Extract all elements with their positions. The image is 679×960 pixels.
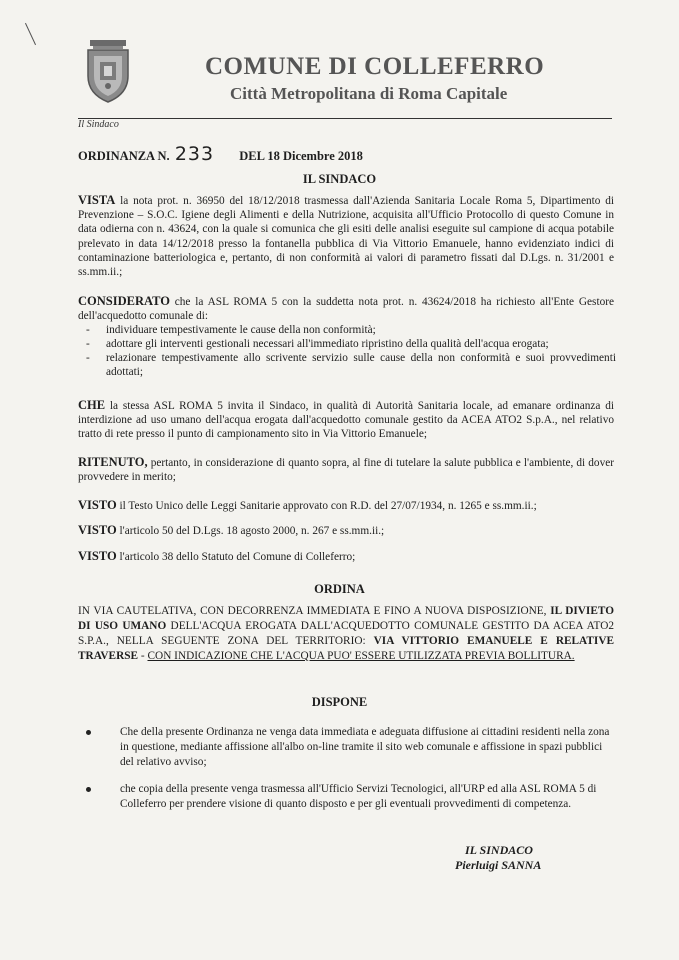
list-item: - individuare tempestivamente le cause della non conformità; <box>86 324 376 336</box>
premise-text: l'articolo 38 dello Statuto del Comune di Colleferro; <box>119 551 356 563</box>
premise-visto-1 <box>78 498 614 513</box>
list-item: Che della presente Ordinanza ne venga data immediata e adeguata diffusione ai cittadini residenti nella zona in questione, mediante affissione all'albo on-line tramite il sito web comunale e affissione in spazi pubblici del relativo avviso; <box>86 725 616 770</box>
signature-name: Pierluigi SANNA <box>455 858 542 872</box>
ordinance-date: DEL 18 Dicembre 2018 <box>239 149 363 163</box>
municipality-subtitle: Città Metropolitana di Roma Capitale <box>230 84 508 103</box>
premise-vista <box>78 193 614 279</box>
list-item: - adottare gli interventi gestionali necessari all'immediato ripristino della qualità dell'acqua erogata; <box>86 338 549 350</box>
premise-visto-3 <box>78 549 614 564</box>
ordinance-line <box>78 143 363 165</box>
dispone-list <box>86 725 616 812</box>
premise-text: che la ASL ROMA 5 con la suddetta nota prot. n. 43624/2018 ha richiesto all'Ente Gestore dell'acquedotto comunale di: <box>78 296 615 323</box>
issuer-heading: IL SINDACO <box>302 172 377 186</box>
premise-text: l'articolo 50 del D.Lgs. 18 agosto 2000, n. 267 e ss.mm.ii.; <box>119 525 385 537</box>
premise-ritenuto <box>78 455 614 484</box>
ordina-heading: ORDINA <box>314 582 365 596</box>
premise-keyword: VISTO <box>78 523 117 537</box>
premise-keyword: VISTO <box>78 549 117 563</box>
premise-keyword: VISTA <box>78 193 116 207</box>
office-label: Il Sindaco <box>78 119 119 130</box>
premise-text: la stessa ASL ROMA 5 invita il Sindaco, in qualità di Autorità Sanitaria locale, ad emanare ordinanza di interdizione ad uso umano dell'acqua erogata dall'acquedotto comunale gestito da ACEA ATO2 S.p.A., nel relativo tratto di rete presso il punto di campionamento sito in Via Vittorio Emanuele; <box>78 400 614 441</box>
coat-of-arms-icon <box>84 40 132 104</box>
considerato-list <box>86 323 616 379</box>
ordina-text: IN VIA CAUTELATIVA, CON DECORRENZA IMMEDIATA E FINO A NUOVA DISPOSIZIONE, <box>78 605 547 617</box>
premise-keyword: CHE <box>78 398 106 412</box>
premise-visto-2 <box>78 523 614 538</box>
premise-text: la nota prot. n. 36950 del 18/12/2018 trasmessa dall'Azienda Sanitaria Locale Roma 5, Dipartimento di Prevenzione – S.O.C. Igiene degli Alimenti e della Nutrizione, acquisita all'Ufficio Protocollo di questo Comune in data odierna con n. 43624, con la quale si comunica che gli esiti delle analisi eseguite sul campione di acqua potabile prelevato in data 14/12/2018 presso la fontanella pubblica di Via Vittorio Emanuele, hanno evidenziato indici di contaminazione batteriologica e, pertanto, di non conformità ai valori di parametro fissati dal D.Lgs. n. 31/2001 e ss.mm.ii.; <box>78 195 614 279</box>
premise-text: pertanto, in considerazione di quanto sopra, al fine di tutelare la salute pubblica e l'ambiente, di dover provvedere in merito; <box>78 457 614 484</box>
premise-keyword: RITENUTO, <box>78 455 148 469</box>
municipality-title: COMUNE DI COLLEFERRO <box>205 53 545 80</box>
ordinance-number: 233 <box>174 143 215 165</box>
premise-keyword: VISTO <box>78 498 117 512</box>
ordina-body <box>78 604 614 664</box>
ordina-boiling-notice: CON INDICAZIONE CHE L'ACQUA PUO' ESSERE UTILIZZATA PREVIA BOLLITURA. <box>147 650 575 662</box>
premise-text: il Testo Unico delle Leggi Sanitarie approvato con R.D. del 27/07/1934, n. 1265 e ss.mm.ii.; <box>119 500 537 512</box>
premise-keyword: CONSIDERATO <box>78 294 170 308</box>
dispone-heading: DISPONE <box>311 695 368 709</box>
ordina-separator: - <box>138 650 148 662</box>
list-item: che copia della presente venga trasmessa all'Ufficio Servizi Tecnologici, all'URP ed alla ASL ROMA 5 di Colleferro per prendere visione di quanto disposto e per gli eventuali provvedimenti di competenza. <box>86 782 616 812</box>
header-divider <box>78 118 612 119</box>
ordina-zone: VIA VITTORIO EMANUELE E RELATIVE TRAVERSE <box>78 635 615 662</box>
ordinance-label: ORDINANZA N. <box>78 149 170 163</box>
scan-mark <box>25 23 36 45</box>
premise-che <box>78 398 614 442</box>
ordina-text: DELL'ACQUA EROGATA DALL'ACQUEDOTTO COMUNALE GESTITO DA ACEA ATO2 S.P.A., NELLA SEGUENTE ZONA DEL TERRITORIO: <box>78 620 615 647</box>
signature-role: IL SINDACO <box>465 843 533 857</box>
ordina-prohibition: IL DIVIETO DI USO UMANO <box>78 605 614 632</box>
list-item: - relazionare tempestivamente allo scrivente servizio sulle cause della non conformità e suoi provvedimenti adottati; <box>86 352 616 378</box>
premise-considerato <box>78 294 614 323</box>
